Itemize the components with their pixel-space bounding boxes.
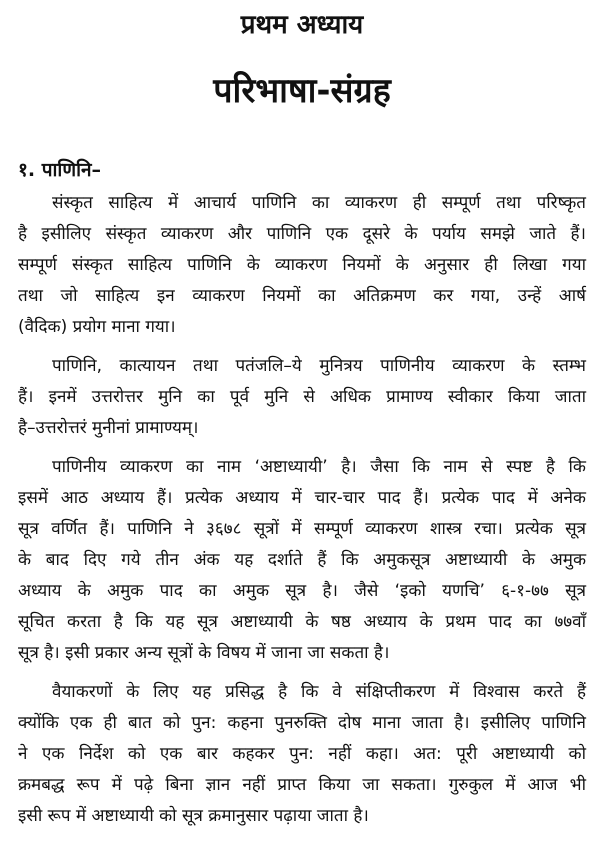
text-line: अध्याय के अमुक पाद का अमुक सूत्र है। जैसे ‘इको यणचि’ ६-१-७७ सूत्र: [18, 581, 586, 601]
text-line: इसमें आठ अध्याय हैं। प्रत्येक अध्याय में चार-चार पाद हैं। प्रत्येक पाद में अनेक: [18, 488, 586, 508]
text-line: संस्कृत साहित्य में आचार्य पाणिनि का व्याकरण ही सम्पूर्ण तथा परिष्कृत: [52, 193, 586, 213]
text-line: क्रमबद्ध रूप में पढ़े बिना ज्ञान नहीं प्राप्त किया जा सकता। गुरुकुल में आज भी: [18, 775, 586, 795]
section-heading: १. पाणिनि–: [18, 159, 102, 181]
text-line: तथा जो साहित्य इन व्याकरण नियमों का अतिक्रमण कर गया, उन्हें आर्ष: [18, 286, 586, 306]
paragraph-4: [18, 677, 586, 832]
text-line: इसी रूप में अष्टाध्यायी को सूत्र क्रमानुसार पढ़ाया जाता है।: [18, 806, 369, 826]
text-line: सम्पूर्ण संस्कृत साहित्य पाणिनि के व्याकरण नियमों के अनुसार ही लिखा गया: [18, 255, 586, 275]
text-line: के बाद दिए गये तीन अंक यह दर्शाते हैं कि अमुकसूत्र अष्टाध्यायी के अमुक: [18, 550, 586, 570]
paragraph-3: [18, 452, 586, 669]
text-line: है इसीलिए संस्कृत व्याकरण और पाणिनि एक दूसरे के पर्याय समझे जाते हैं।: [18, 224, 586, 244]
text-line: सूत्र है। इसी प्रकार अन्य सूत्रों के विषय में जाना जा सकता है।: [18, 643, 390, 663]
page-title: परिभाषा-संग्रह: [213, 71, 391, 111]
text-line: वैयाकरणों के लिए यह प्रसिद्ध है कि वे संक्षिप्तीकरण में विश्वास करते हैं: [52, 682, 586, 702]
text-line: सूत्र वर्णित हैं। पाणिनि ने ३६७८ सूत्रों में सम्पूर्ण व्याकरण शास्त्र रचा। प्रत्येक सूत्र: [18, 519, 586, 539]
paragraph-1: [18, 188, 586, 343]
text-line: पाणिनि, कात्यायन तथा पतंजलि–ये मुनित्रय पाणिनीय व्याकरण के स्तम्भ: [52, 356, 586, 376]
text-line: है–उत्तरोत्तरं मुनीनां प्रामाण्यम्।: [18, 418, 199, 438]
text-line: (वैदिक) प्रयोग माना गया।: [18, 317, 176, 337]
text-line: पाणिनीय व्याकरण का नाम ‘अष्टाध्यायी’ है। जैसा कि नाम से स्पष्ट है कि: [52, 457, 586, 477]
text-line: हैं। इनमें उत्तरोत्तर मुनि का पूर्व मुनि से अधिक प्रामाण्य स्वीकार किया जाता: [18, 387, 586, 407]
chapter-heading: प्रथम अध्याय: [240, 10, 364, 40]
text-line: सूचित करता है कि यह सूत्र अष्टाध्यायी के षष्ठ अध्याय के प्रथम पाद का ७७वाँ: [18, 612, 586, 632]
text-line: क्योंकि एक ही बात को पुन: कहना पुनरुक्ति दोष माना जाता है। इसीलिए पाणिनि: [18, 713, 586, 733]
paragraph-2: [18, 351, 586, 444]
text-line: ने एक निर्देश को एक बार कहकर पुन: नहीं कहा। अत: पूरी अष्टाध्यायी को: [18, 744, 586, 764]
